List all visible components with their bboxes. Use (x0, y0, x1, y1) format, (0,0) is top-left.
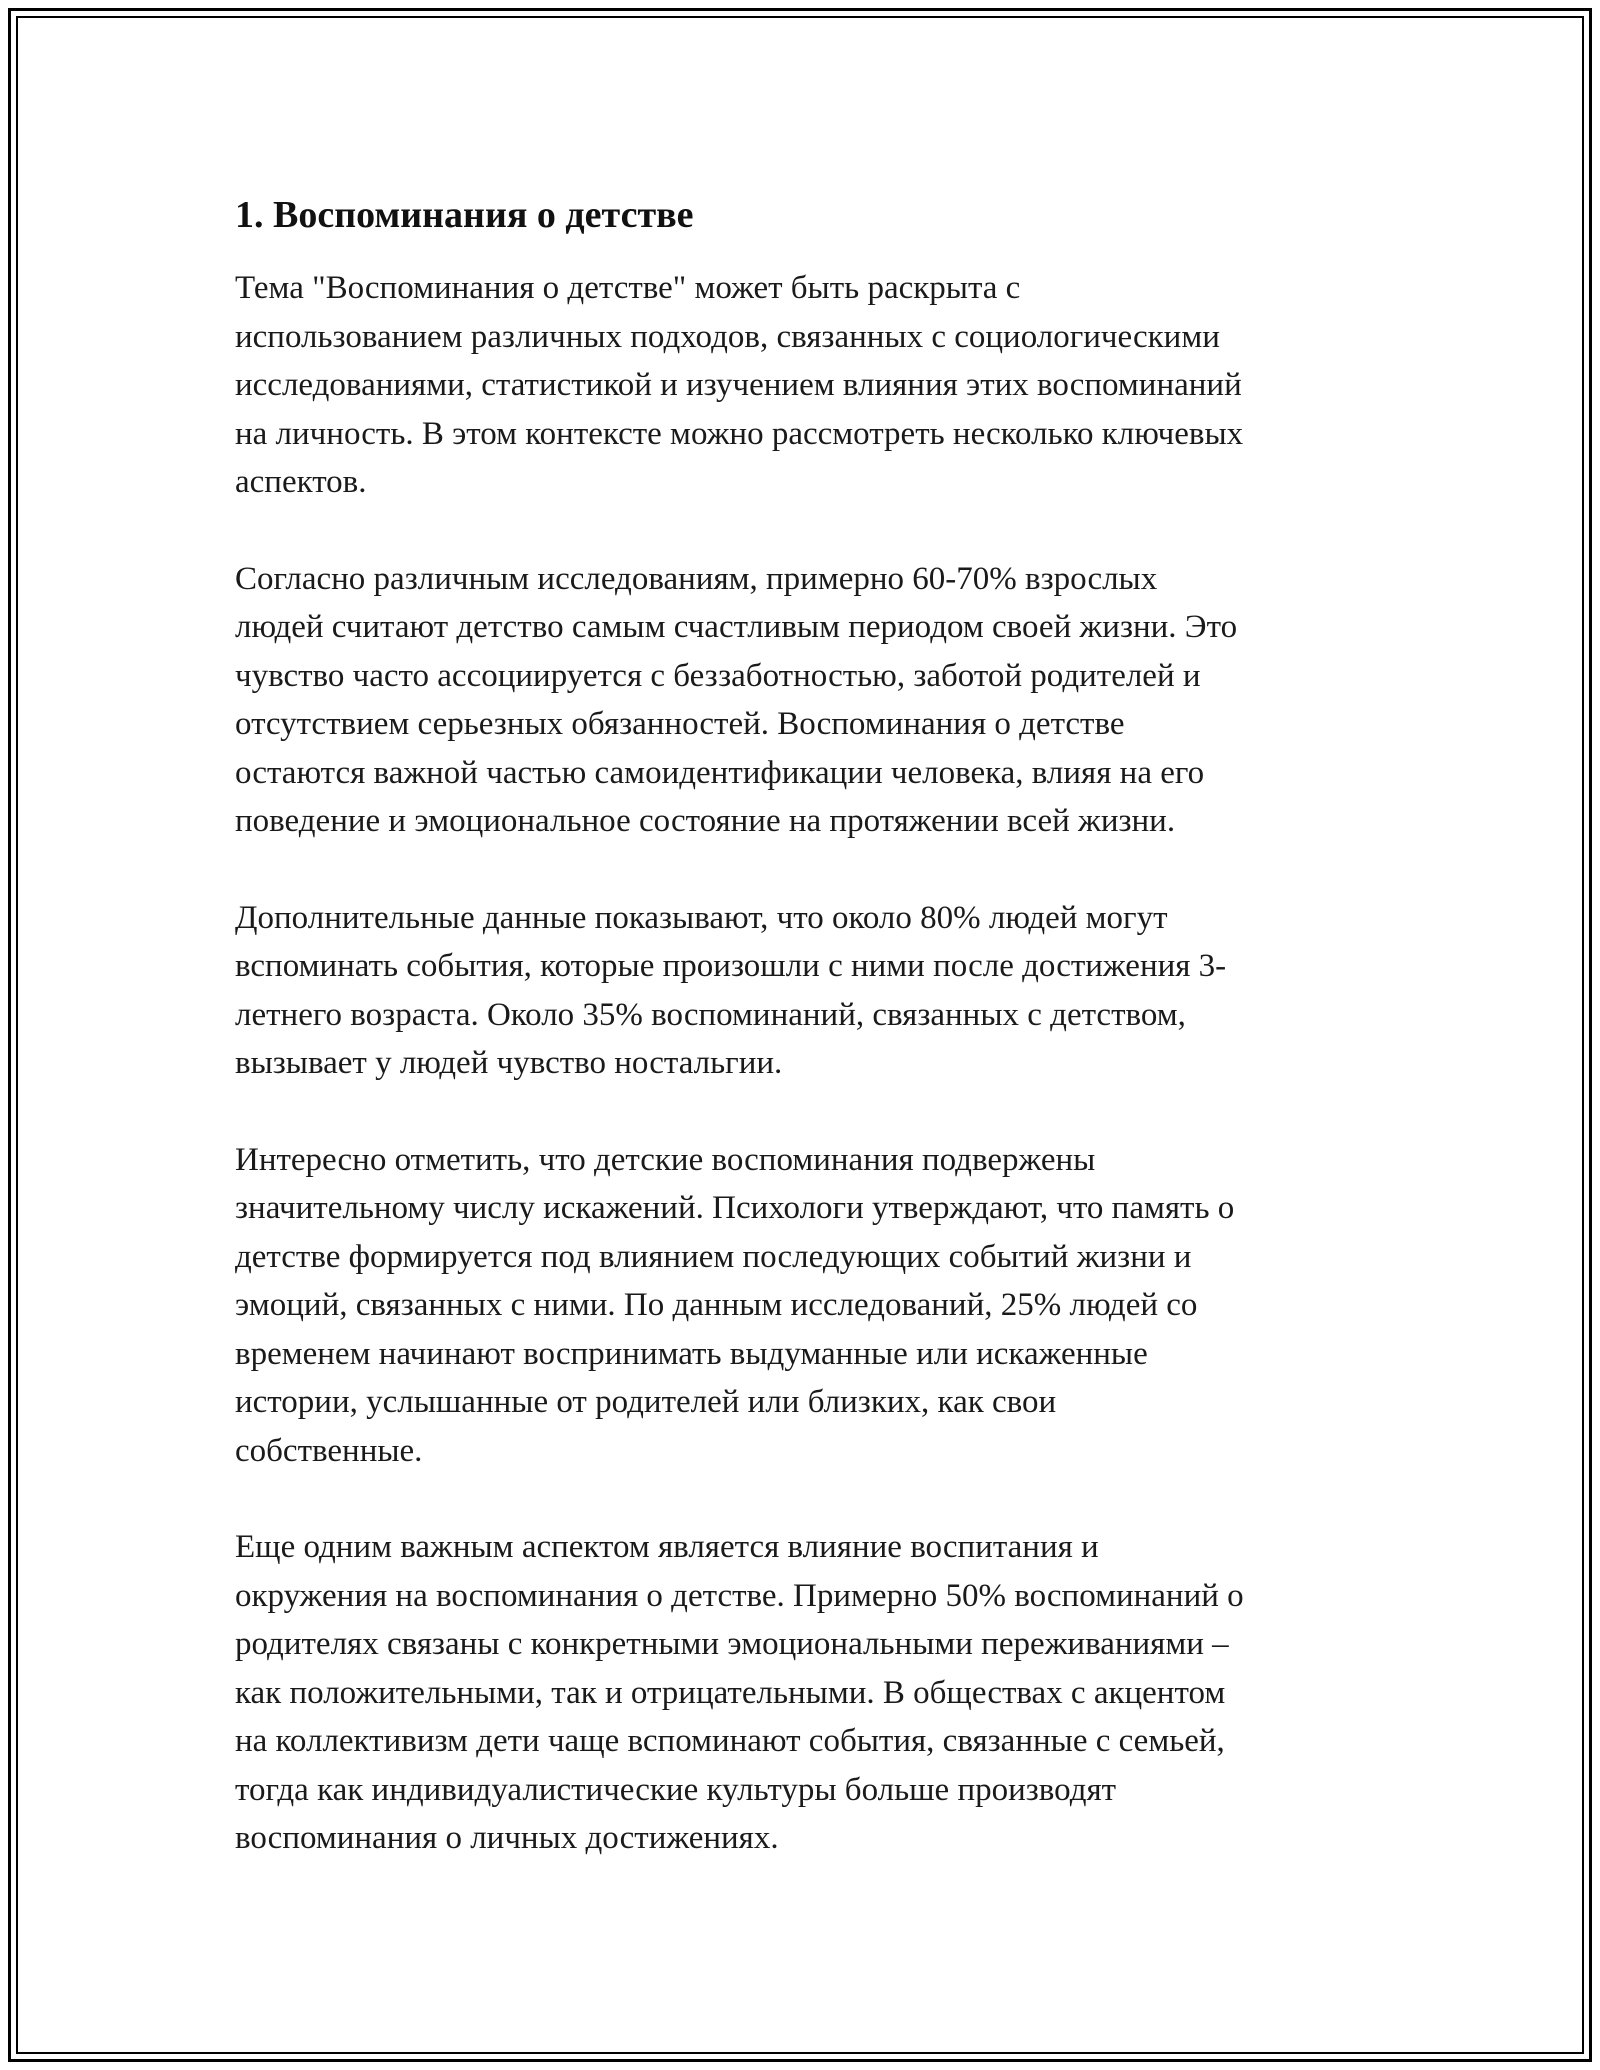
paragraph-line: собственные. (235, 1432, 423, 1469)
paragraph-line: отсутствием серьезных обязанностей. Воспоминания о детстве (235, 706, 1125, 742)
paragraph-line: Еще одним важным аспектом является влияние воспитания и (235, 1529, 1099, 1565)
paragraph-line: людей считают детство самым счастливым периодом своей жизни. Это (235, 609, 1238, 645)
paragraph-line: летнего возраста. Около 35% воспоминаний, связанных с детством, (235, 996, 1186, 1033)
paragraph-line: тогда как индивидуалистические культуры больше производят (235, 1771, 1117, 1808)
paragraph-line: использованием различных подходов, связанных с социологическими (235, 318, 1220, 355)
paragraph-line: вызывает у людей чувство ностальгии. (235, 1045, 783, 1081)
paragraph (235, 264, 1375, 507)
paragraph-line: чувство часто ассоциируется с беззаботностью, заботой родителей и (235, 657, 1201, 694)
paragraph-line: истории, услышанные от родителей или близких, как свои (235, 1384, 1057, 1420)
paragraph (235, 1136, 1375, 1476)
paragraph-line: на коллективизм дети чаще вспоминают события, связанные с семьей, (235, 1723, 1225, 1759)
paragraph-line: на личность. В этом контексте можно рассмотреть несколько ключевых (235, 415, 1244, 452)
section-heading: 1. Воспоминания о детстве (235, 194, 694, 236)
paragraph-line: исследованиями, статистикой и изучением влияния этих воспоминаний (235, 367, 1242, 403)
paragraph-line: Дополнительные данные показывают, что около 80% людей могут (235, 899, 1168, 936)
paragraph-line: поведение и эмоциональное состояние на протяжении всей жизни. (235, 803, 1176, 839)
paragraph (235, 555, 1375, 846)
paragraph-line: Тема "Воспоминания о детстве" может быть раскрыта с (235, 270, 1021, 306)
paragraph-line: окружения на воспоминания о детстве. Примерно 50% воспоминаний о (235, 1577, 1244, 1614)
paragraph-line: Согласно различным исследованиям, примерно 60-70% взрослых (235, 560, 1158, 597)
paragraph-line: значительному числу искажений. Психологи утверждают, что память о (235, 1190, 1235, 1226)
paragraph (235, 894, 1375, 1088)
paragraph-line: аспектов. (235, 464, 367, 500)
paragraph-line: родителях связаны с конкретными эмоциональными переживаниями – (235, 1626, 1229, 1662)
paragraph-line: детстве формируется под влиянием последующих событий жизни и (235, 1238, 1192, 1275)
paragraph-list (235, 264, 1375, 1863)
paragraph-line: эмоций, связанных с ними. По данным исследований, 25% людей со (235, 1287, 1198, 1323)
paragraph (235, 1523, 1375, 1863)
paragraph-line: как положительными, так и отрицательными. В обществах с акцентом (235, 1674, 1226, 1711)
paragraph-line: вспоминать события, которые произошли с ними после достижения 3- (235, 948, 1227, 984)
paragraph-line: временем начинают воспринимать выдуманные или искаженные (235, 1335, 1148, 1372)
paragraph-line: остаются важной частью самоидентификации человека, влияя на его (235, 754, 1205, 791)
document-body (235, 188, 1375, 1911)
paragraph-line: Интересно отметить, что детские воспоминания подвержены (235, 1141, 1096, 1178)
paragraph-line: воспоминания о личных достижениях. (235, 1820, 779, 1856)
